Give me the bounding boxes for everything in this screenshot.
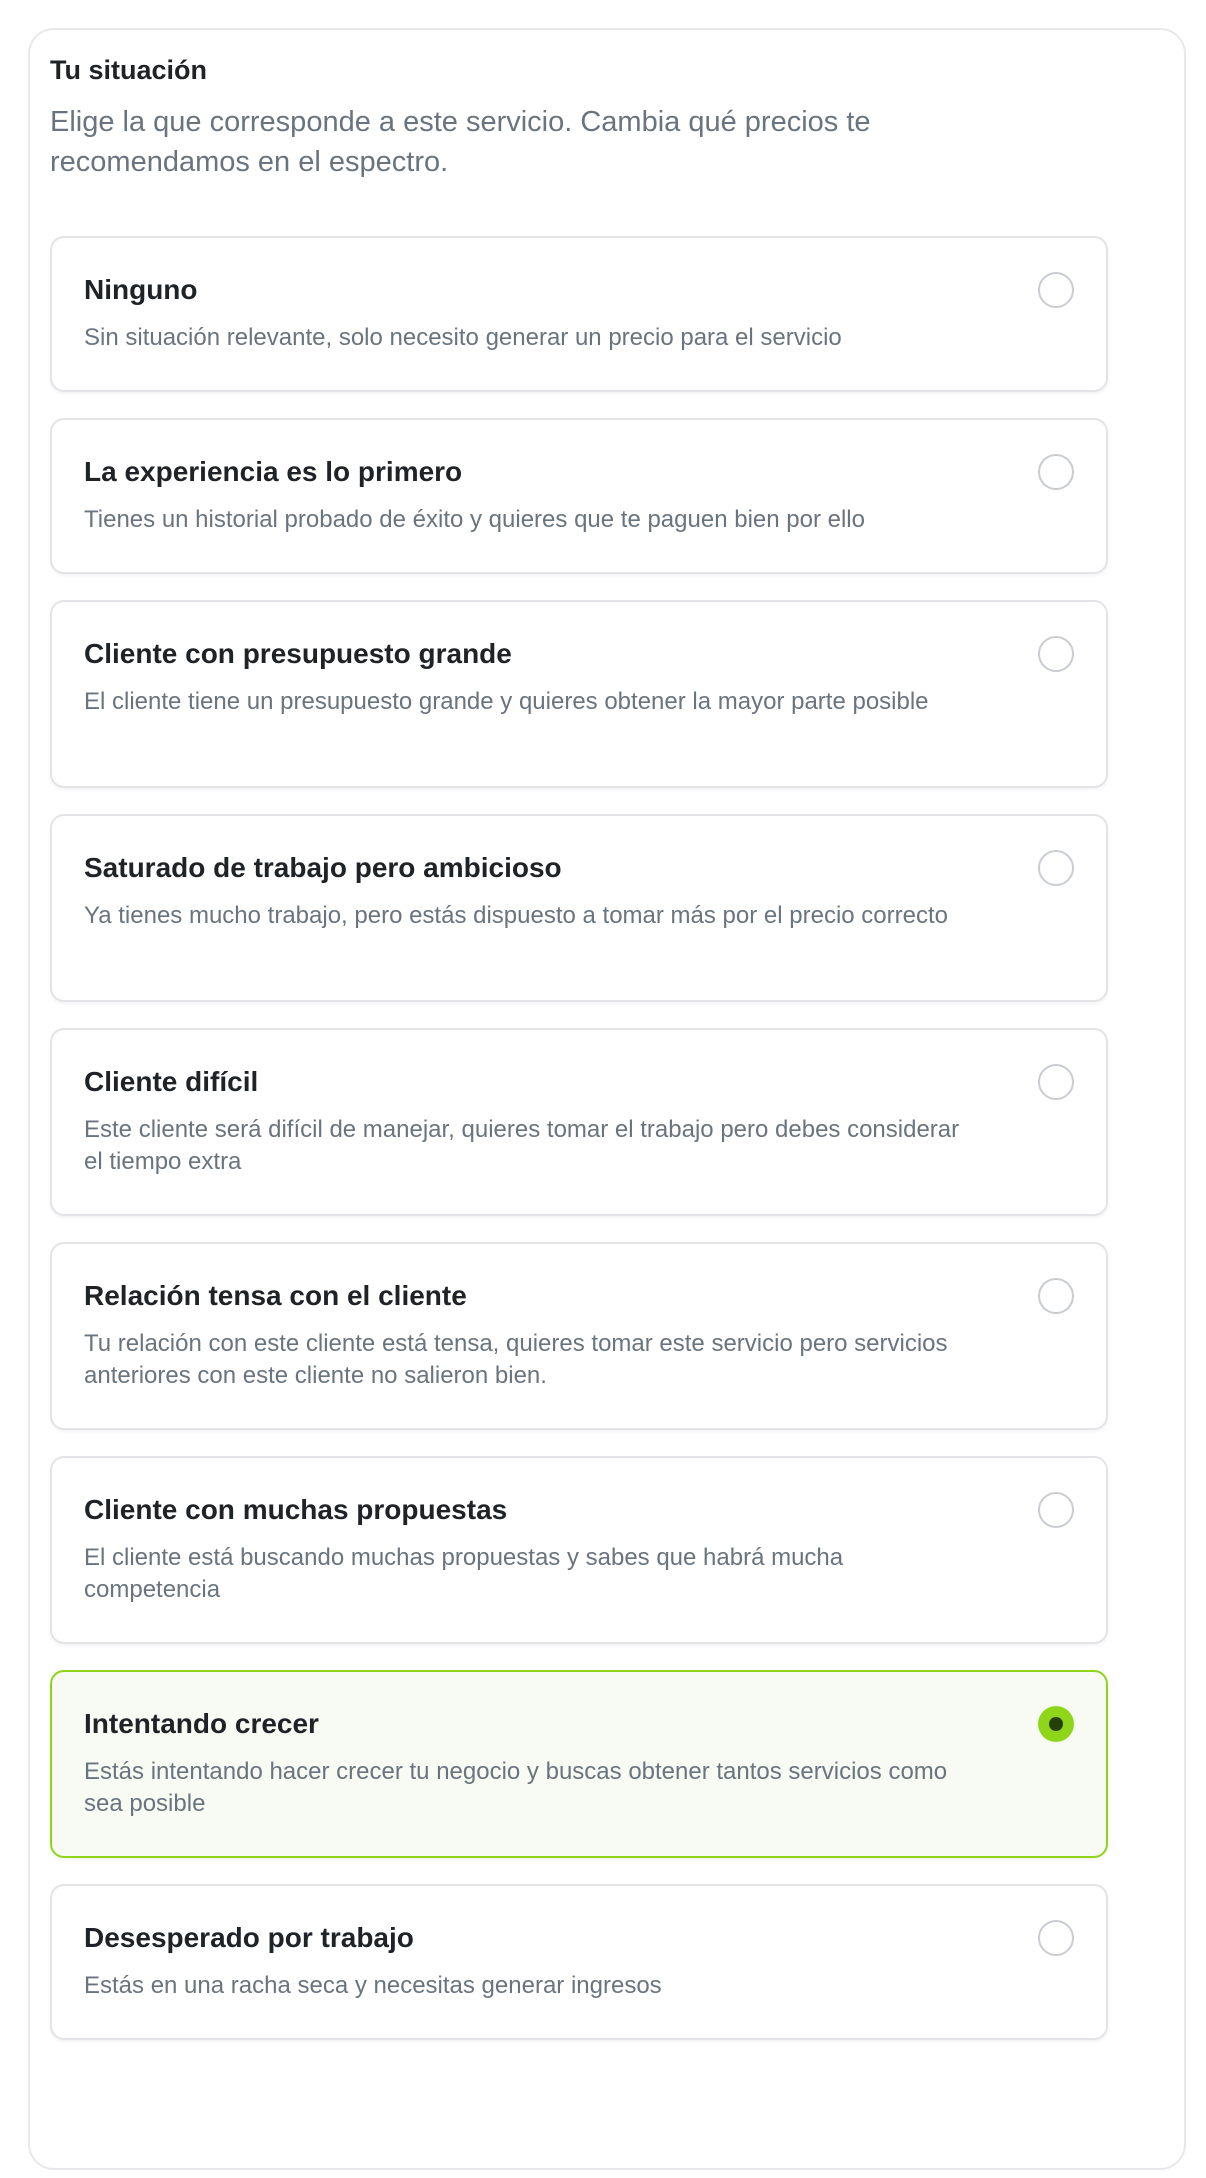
option-description: Tu relación con este cliente está tensa, quieres tomar este servicio pero servicios anteriores con este cliente no salieron bien. bbox=[84, 1330, 948, 1389]
radio-button[interactable] bbox=[1038, 636, 1074, 672]
option-title: Intentando crecer bbox=[84, 1708, 319, 1739]
option-intentando-crecer[interactable] bbox=[50, 1670, 1108, 1858]
option-muchas-propuestas[interactable] bbox=[50, 1456, 1108, 1644]
option-title: Ninguno bbox=[84, 274, 198, 305]
section-subtitle: Elige la que corresponde a este servicio. Cambia qué precios te recomendamos en el espectro. bbox=[50, 106, 871, 178]
situation-options bbox=[50, 236, 1108, 2066]
radio-button[interactable] bbox=[1038, 454, 1074, 490]
option-experiencia[interactable] bbox=[50, 418, 1108, 574]
option-presupuesto-grande[interactable] bbox=[50, 600, 1108, 788]
option-title: La experiencia es lo primero bbox=[84, 456, 463, 487]
option-title: Cliente con muchas propuestas bbox=[84, 1494, 508, 1525]
option-relacion-tensa[interactable] bbox=[50, 1242, 1108, 1430]
option-description: Estás en una racha seca y necesitas generar ingresos bbox=[84, 1972, 662, 1999]
option-description: Tienes un historial probado de éxito y quieres que te paguen bien por ello bbox=[84, 506, 865, 533]
radio-button-selected[interactable] bbox=[1038, 1706, 1074, 1742]
radio-button[interactable] bbox=[1038, 1278, 1074, 1314]
option-description: Ya tienes mucho trabajo, pero estás dispuesto a tomar más por el precio correcto bbox=[84, 902, 948, 929]
option-title: Cliente difícil bbox=[84, 1066, 259, 1097]
option-saturado[interactable] bbox=[50, 814, 1108, 1002]
radio-button[interactable] bbox=[1038, 1920, 1074, 1956]
radio-button[interactable] bbox=[1038, 1064, 1074, 1100]
option-description: Sin situación relevante, solo necesito generar un precio para el servicio bbox=[84, 324, 842, 351]
option-description: Estás intentando hacer crecer tu negocio y buscas obtener tantos servicios como sea posible bbox=[84, 1758, 948, 1817]
option-title: Cliente con presupuesto grande bbox=[84, 638, 512, 669]
option-cliente-dificil[interactable] bbox=[50, 1028, 1108, 1216]
option-description: El cliente tiene un presupuesto grande y quieres obtener la mayor parte posible bbox=[84, 688, 929, 715]
section-header bbox=[50, 52, 1060, 182]
option-title: Relación tensa con el cliente bbox=[84, 1280, 467, 1311]
radio-button[interactable] bbox=[1038, 1492, 1074, 1528]
radio-button[interactable] bbox=[1038, 272, 1074, 308]
option-description: Este cliente será difícil de manejar, quieres tomar el trabajo pero debes considerar el tiempo extra bbox=[84, 1116, 960, 1175]
option-title: Desesperado por trabajo bbox=[84, 1922, 414, 1953]
radio-button[interactable] bbox=[1038, 850, 1074, 886]
section-title: Tu situación bbox=[50, 55, 208, 85]
option-ninguno[interactable] bbox=[50, 236, 1108, 392]
option-description: El cliente está buscando muchas propuestas y sabes que habrá mucha competencia bbox=[84, 1544, 844, 1603]
option-desesperado[interactable] bbox=[50, 1884, 1108, 2040]
option-title: Saturado de trabajo pero ambicioso bbox=[84, 852, 562, 883]
